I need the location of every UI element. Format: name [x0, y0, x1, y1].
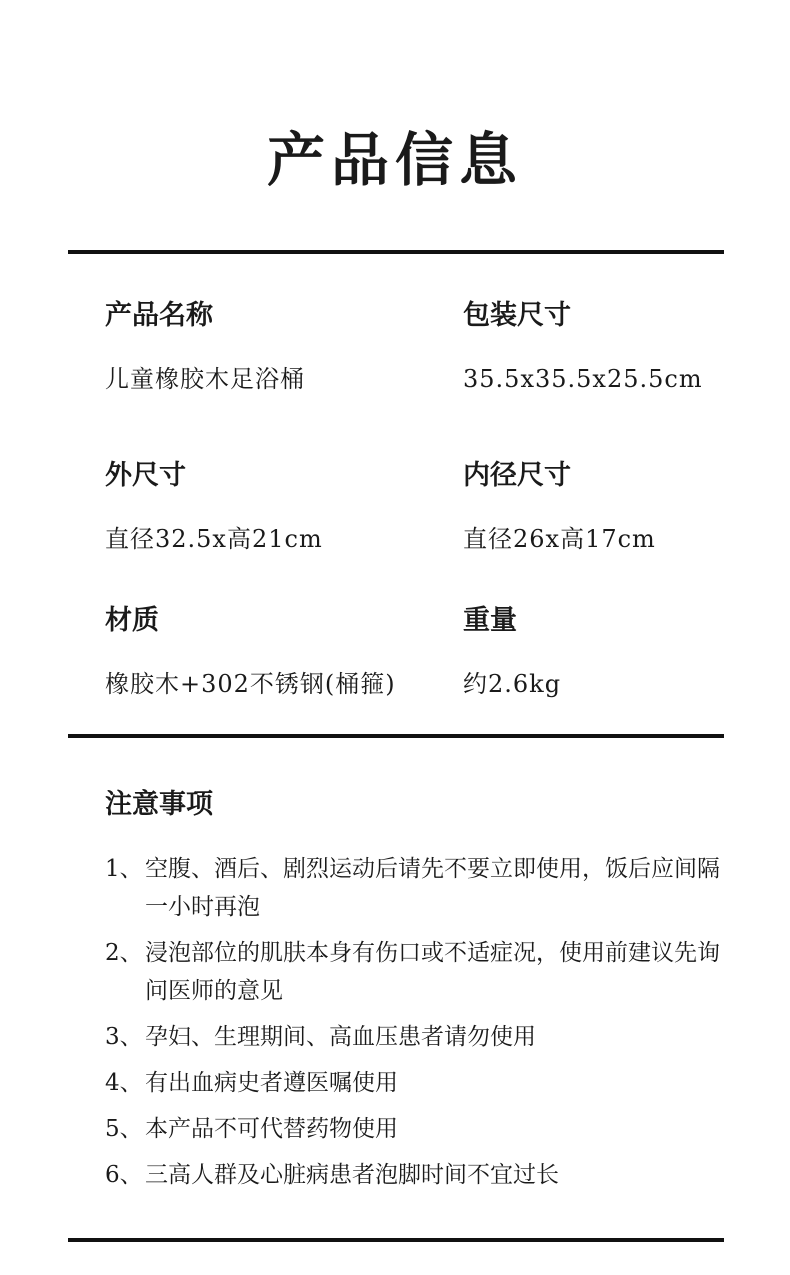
note-number: 4、 [105, 1070, 143, 1096]
note-text: 孕妇、生理期间、高血压患者请勿使用 [145, 1024, 536, 1050]
package-size-value: 35.5x35.5x25.5cm [463, 365, 703, 393]
note-text: 本产品不可代替药物使用 [145, 1116, 398, 1142]
note-number: 2、 [105, 940, 143, 966]
list-item [105, 1064, 735, 1102]
inner-size-label: 内径尺寸 [463, 460, 571, 491]
product-name-value: 儿童橡胶木足浴桶 [105, 365, 305, 393]
note-number: 6、 [105, 1162, 143, 1188]
note-text: 三高人群及心脏病患者泡脚时间不宜过长 [145, 1162, 559, 1188]
material-label: 材质 [105, 605, 159, 636]
weight-label: 重量 [463, 605, 517, 636]
note-number: 5、 [105, 1116, 143, 1142]
list-item [105, 934, 735, 1010]
note-text: 有出血病史者遵医嘱使用 [145, 1070, 398, 1096]
outer-size-label: 外尺寸 [105, 460, 186, 491]
list-item [105, 1110, 735, 1148]
middle-divider [68, 734, 724, 738]
material-value: 橡胶木+302不锈钢(桶箍) [105, 670, 396, 698]
package-size-label: 包装尺寸 [463, 300, 571, 331]
notes-list [105, 850, 735, 1202]
inner-size-value: 直径26x高17cm [463, 525, 656, 553]
weight-value: 约2.6kg [463, 670, 562, 698]
notes-title: 注意事项 [105, 789, 213, 820]
note-text: 空腹、酒后、剧烈运动后请先不要立即使用，饭后应间隔一小时再泡 [145, 856, 720, 920]
product-name-label: 产品名称 [105, 300, 213, 331]
list-item [105, 1018, 735, 1056]
outer-size-value: 直径32.5x高21cm [105, 525, 323, 553]
note-text: 浸泡部位的肌肤本身有伤口或不适症况，使用前建议先询问医师的意见 [145, 940, 720, 1004]
note-number: 3、 [105, 1024, 143, 1050]
page-title: 产品信息 [266, 126, 523, 194]
bottom-divider [68, 1238, 724, 1242]
list-item [105, 850, 735, 926]
top-divider [68, 250, 724, 254]
note-number: 1、 [105, 856, 143, 882]
list-item [105, 1156, 735, 1194]
